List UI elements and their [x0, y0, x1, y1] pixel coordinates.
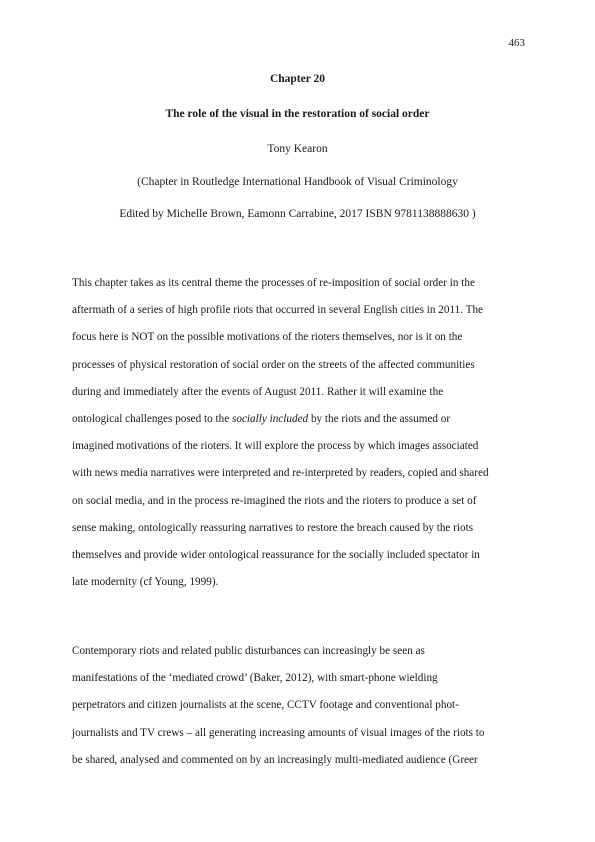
paragraph-line: journalists and TV crews – all generating increasing amounts of visual images of the riots to	[72, 726, 485, 739]
author-name: Tony Kearon	[267, 143, 328, 155]
paragraph-line: imagined motivations of the rioters. It will explore the process by which images associated	[72, 440, 479, 453]
body-paragraph-2	[72, 638, 532, 774]
line-text: by the riots and the assumed or	[308, 413, 451, 426]
editor-citation: Edited by Michelle Brown, Eamonn Carrabine, 2017 ISBN 9781138888630 )	[119, 208, 476, 220]
paragraph-line: on social media, and in the process re-imagined the riots and the rioters to produce a set of	[72, 494, 477, 507]
page-number: 463	[508, 37, 525, 49]
paragraph-line: manifestations of the ‘mediated crowd’ (Baker, 2012), with smart-phone wielding	[72, 672, 438, 685]
chapter-label: Chapter 20	[269, 73, 326, 85]
paragraph-line: with news media narratives were interpreted and re-interpreted by readers, copied and shared	[72, 467, 489, 480]
paragraph-line: during and immediately after the events of August 2011. Rather it will examine the	[72, 385, 444, 398]
emphasis-text: socially included	[232, 413, 309, 426]
paragraph-line: late modernity (cf Young, 1999).	[72, 576, 219, 589]
line-text: ontological challenges posed to the	[72, 413, 233, 426]
paragraph-line: focus here is NOT on the possible motivations of the rioters themselves, nor is it on the	[72, 331, 463, 344]
paragraph-line: This chapter takes as its central theme the processes of re-imposition of social order in the	[72, 277, 475, 289]
body-paragraph-1	[72, 270, 532, 596]
paragraph-line: aftermath of a series of high profile riots that occurred in several English cities in 2011. The	[72, 304, 484, 317]
chapter-title: The role of the visual in the restoration of social order	[165, 108, 430, 120]
paragraph-line: processes of physical restoration of social order on the streets of the affected communities	[72, 358, 475, 371]
paragraph-line: Contemporary riots and related public disturbances can increasingly be seen as	[72, 645, 425, 657]
paragraph-line: be shared, analysed and commented on by an increasingly multi-mediated audience (Greer	[72, 753, 478, 766]
paragraph-line: perpetrators and citizen journalists at the scene, CCTV footage and conventional phot-	[72, 699, 459, 712]
paragraph-line	[72, 406, 532, 433]
source-citation: (Chapter in Routledge International Handbook of Visual Criminology	[137, 176, 458, 188]
paragraph-line: sense making, ontologically reassuring narratives to restore the breach caused by the riots	[72, 521, 474, 534]
paragraph-line: themselves and provide wider ontological reassurance for the socially included spectator in	[72, 549, 480, 562]
